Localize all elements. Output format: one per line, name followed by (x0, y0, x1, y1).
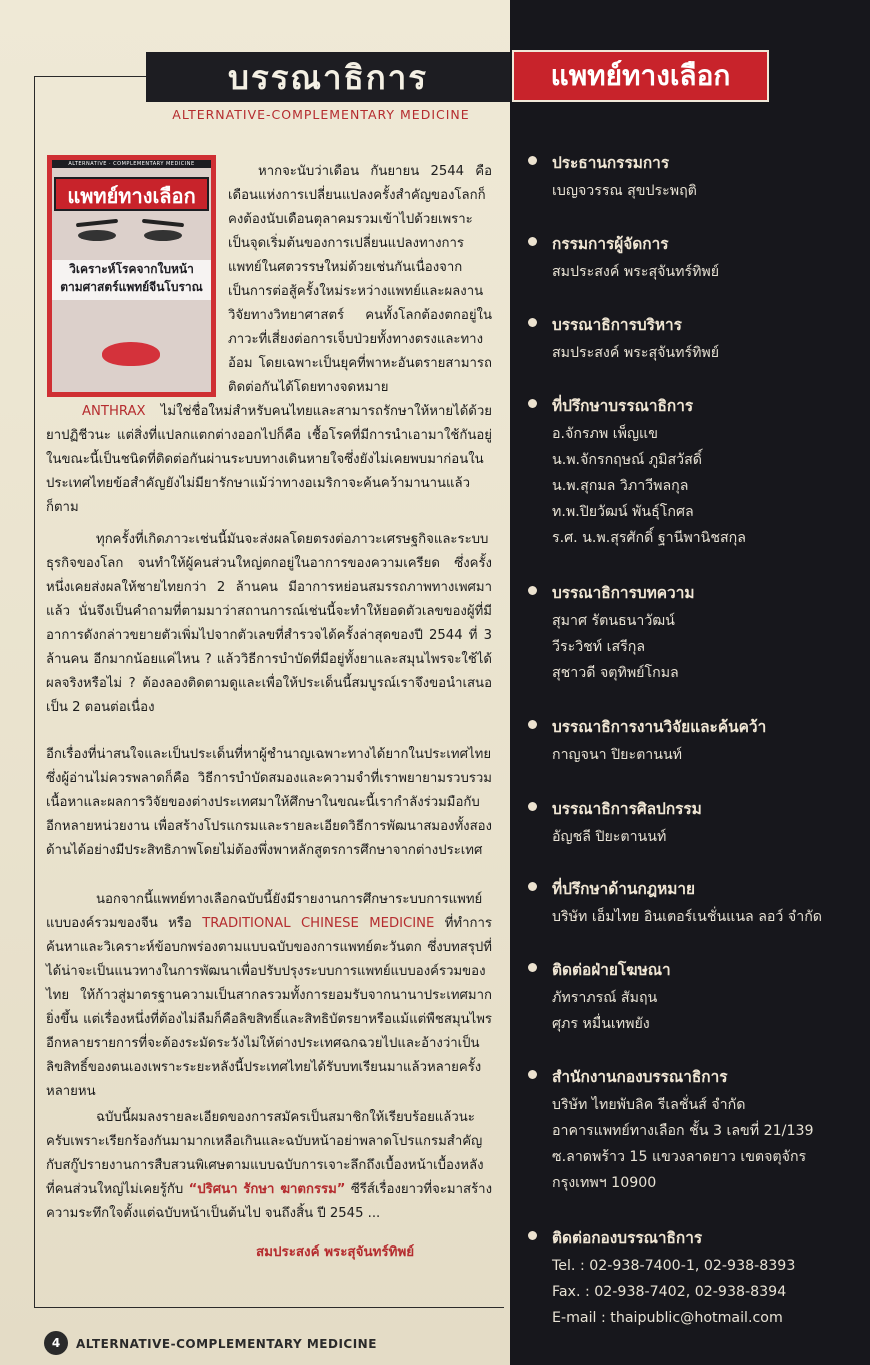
section-title: กรรมการผู้จัดการ (552, 235, 669, 253)
section-line: ศุภร หมื่นเทพยัง (552, 1016, 650, 1032)
section-lines (552, 985, 657, 1037)
editorial-subtitle: ALTERNATIVE-COMPLEMENTARY MEDICINE (172, 107, 470, 122)
section-lines (552, 340, 719, 366)
page-number: 4 (44, 1331, 68, 1355)
anthrax-term: ANTHRAX (82, 404, 146, 419)
cover-left-brow (76, 219, 118, 227)
bullet-icon (528, 156, 537, 165)
tcm-term: TRADITIONAL CHINESE MEDICINE (202, 916, 435, 931)
section-line: น.พ.สุกมล วิภาวีพลกุล (552, 478, 689, 494)
section-lines (552, 421, 746, 551)
bullet-icon (528, 1070, 537, 1079)
cover-title: แพทย์ทางเลือก (54, 177, 209, 211)
section-line: ร.ศ. น.พ.สุรศักดิ์ ฐานีพานิชสกุล (552, 530, 746, 546)
bullet-icon (528, 399, 537, 408)
section-line: น.พ.จักรกฤษณ์ ภูมิสวัสดิ์ (552, 452, 703, 468)
editorial-header: บรรณาธิการ (146, 52, 510, 102)
paragraph-4-text-b: ที่ทำการค้นหาและวิเคราะห์ข้อบกพร่องตามแบบฉบับของการแพทย์ตะวันตก ซึ่งบทสรุปที่ได้น่าจะเป็นแนวทางในการพัฒนาเพื่อปรับปรุงระบบการแพทย์แบบองค์รวมของไทย ให้ก้าวสู่มาตรฐานความเป็นสากลรวมทั้งการยอมรับจากนานาประเทศมากยิ่งขึ้น แต่เรื่องหนึ่งที่ต้องไม่ลืมก็คือลิขสิทธิ์และสิทธิบัตรยาหรือแม้แต่พืชสมุนไพรอีกหลายรายการที่จะต้องระมัดระวังไม่ให้ต่างประเทศฉกฉวยไปและอ้างว่าเป็นลิขสิทธิ์ของตนเองเพราะระยะหลังนี้ประเทศไทยได้รับบทเรียนมาแล้วหลายครั้งหลายหน (46, 916, 492, 1099)
cover-lips (102, 342, 160, 366)
bullet-icon (528, 586, 537, 595)
section-line: อาคารแพทย์ทางเลือก ชั้น 3 เลขที่ 21/139 (552, 1123, 814, 1139)
section-line: วีระวิชท์ เสรีกุล (552, 639, 646, 655)
section-title: ที่ปรึกษาบรรณาธิการ (552, 397, 694, 415)
section-line: บริษัท ไทยพับลิค รีเลชั่นส์ จำกัด (552, 1097, 746, 1113)
section-line: E-mail : thaipublic@hotmail.com (552, 1310, 783, 1326)
bullet-icon (528, 882, 537, 891)
cover-top-strip: ALTERNATIVE · COMPLEMENTARY MEDICINE (52, 160, 211, 168)
paragraph-4-text-a: นอกจากนี้แพทย์ทางเลือกฉบับนี้ยังมีรายงานการศึกษาระบบการแพทย์แบบองค์รวมของจีน หรือ (46, 892, 483, 931)
cover-artwork (52, 160, 211, 392)
section-lines (552, 1253, 795, 1331)
section-lines (552, 259, 719, 285)
section-line: ภัทราภรณ์ สัมฤน (552, 990, 658, 1006)
section-title: บรรณาธิการงานวิจัยและค้นคว้า (552, 718, 767, 736)
bullet-icon (528, 318, 537, 327)
paragraph-3: อีกเรื่องที่น่าสนใจและเป็นประเด็นที่หาผู้ชำนาญเฉพาะทางได้ยากในประเทศไทยซึ่งผู้อ่านไม่ควรพลาดก็คือ วิธีการบำบัดสมองและความจำที่เราพยายามรวบรวมเนื้อหาและผลการวิจัยของต่างประเทศมาให้ศึกษาในขณะนี้เรากำลังร่วมมือกับอีกหลายหน่วยงาน เพื่อสร้างโปรแกรมและรายละเอียดวิธีการพัฒนาสมองทั้งสองด้านได้อย่างมีประสิทธิภาพโดยไม่ต้องพึ่งพาหลักสูตรการศึกษาจากต่างประเทศ (46, 747, 492, 858)
section-title: ประธานกรรมการ (552, 154, 670, 172)
section-line: ซ.ลาดพร้าว 15 แขวงลาดยาว เขตจตุจักร (552, 1149, 807, 1165)
bullet-icon (528, 237, 537, 246)
paragraph-5-text-a: ฉบับนี้ผมลงรายละเอียดของการสมัครเป็นสมาชิกให้เรียบร้อยแล้วนะครับเพราะเรียกร้องกันมามากเหลือเกินและฉบับหน้าอย่าพลาดโปรแกรมสำคัญกับสกู๊ปรายงานการสืบสวนพิเศษตามแบบฉบับการเจาะลึกถึงเบื้องหน้าเบื้องหลังที่คนส่วนใหญ่ไม่เคยรู้กับ (46, 1110, 484, 1197)
section-line: สุมาศ รัตนธนาวัฒน์ (552, 613, 675, 629)
bullet-icon (528, 1231, 537, 1240)
paragraph-5-text-b: ซีรีส์เรื่องยาวที่จะมาสร้างความระทึกใจตั้งแต่ฉบับหน้าเป็นต้นไป จนถึงสิ้น ปี 2545 ... (46, 1182, 493, 1221)
paragraph-1: หากจะนับว่าเดือน กันยายน 2544 คือเดือนแห่งการเปลี่ยนแปลงครั้งสำคัญของโลกก็คงต้องนับเดือนตุลาคมรวมเข้าไปด้วยเพราะเป็นจุดเริ่มต้นของการเปลี่ยนแปลงทางการแพทย์ในศตวรรษใหม่ด้วยเช่นกันเนื่องจากเป็นการต่อสู้ครั้งใหม่ระหว่างแพทย์และผลงานวิจัยทางวิทยาศาสตร์ คนทั้งโลกต้องตกอยู่ในภาวะที่เสี่ยงต่อการเจ็บป่วยทั้งทางตรงและทางอ้อม โดยเฉพาะเป็นยุคที่พาหะอันตรายสามารถติดต่อกันได้โดยทางจดหมาย (228, 164, 492, 395)
paragraph-2: ทุกครั้งที่เกิดภาวะเช่นนี้มันจะส่งผลโดยตรงต่อภาวะเศรษฐกิจและระบบธุรกิจของโลก จนทำให้ผู้คนส่วนใหญ่ตกอยู่ในอาการของความเครียด ซึ่งครั้งหนึ่งเคยส่งผลให้ชายไทยกว่า 2 ล้านคน มีอาการหย่อนสมรรถภาพทางเพศมาแล้ว นั่นจึงเป็นคำถามที่ตามมาว่าสถานการณ์เช่นนี้จะทำให้ยอดตัวเลขของผู้ที่มีอาการดังกล่าวขยายตัวเพิ่มไปจากตัวเลขที่สำรวจได้ครั้งล่าสุดของปี 2544 ที่ 3 ล้านคน อีกมากน้อยแค่ไหน ? แล้ววิธีการบำบัดที่มีอยู่ทั้งยาและสมุนไพรจะใช้ได้ผลจริงหรือไม่ ? ต้องลองติดตามดูและเพื่อให้ประเด็นนี้สมบูรณ์เราจึงขอนำเสนอเป็น 2 ตอนต่อเนื่อง (46, 532, 492, 715)
series-title: “ปริศนา รักษา ฆาตกรรม” (188, 1182, 346, 1197)
bullet-icon (528, 720, 537, 729)
magazine-cover-image (47, 155, 216, 397)
masthead-panel (510, 0, 870, 1365)
section-title: ติดต่อกองบรรณาธิการ (552, 1229, 703, 1247)
section-line: อัญชลี ปิยะตานนท์ (552, 829, 667, 845)
section-lines (552, 608, 679, 686)
paragraph-1-continued-text: ไม่ใช่ชื่อใหม่สำหรับคนไทยและสามารถรักษาให้หายได้ด้วยยาปฏิชีวนะ แต่สิ่งที่แปลกแตกต่างออกไปก็คือ เชื้อโรคที่มีการนำเอามาใช้กันอยู่ในขณะนี้เป็นชนิดที่ติดต่อกันผ่านระบบทางเดินหายใจซึ่งยังไม่เคยพบมาก่อนในประเทศไทยข้อสำคัญยังไม่มียารักษาแม้ว่าทางอเมริกาจะค้นคว้ามานานแล้วก็ตาม (46, 404, 492, 515)
cover-headline: วิเคราะห์โรคจากใบหน้า (69, 262, 194, 276)
section-line: Fax. : 02-938-7402, 02-938-8394 (552, 1284, 787, 1300)
section-lines (552, 742, 682, 768)
section-line: กรุงเทพฯ 10900 (552, 1175, 657, 1191)
cover-right-brow (142, 219, 184, 227)
cover-right-eye (144, 230, 182, 241)
section-line: เบญจวรรณ สุขประพฤติ (552, 183, 697, 199)
section-line: อ.จักรภพ เพ็ญแข (552, 426, 658, 442)
editor-signature: สมประสงค์ พระสุจันทร์ทิพย์ (256, 1245, 415, 1260)
section-lines (552, 178, 697, 204)
cover-subline: ตามศาสตร์แพทย์จีนโบราณ (60, 280, 203, 294)
section-line: Tel. : 02-938-7400-1, 02-938-8393 (552, 1258, 796, 1274)
paragraph-5 (46, 1106, 492, 1226)
section-title: ที่ปรึกษาด้านกฎหมาย (552, 880, 696, 898)
section-title: ติดต่อฝ่ายโฆษณา (552, 961, 671, 979)
section-lines (552, 824, 666, 850)
cover-left-eye (78, 230, 116, 241)
section-title: บรรณาธิการบริหาร (552, 316, 682, 334)
masthead-header: แพทย์ทางเลือก (512, 50, 769, 102)
section-line: กาญจนา ปิยะตานนท์ (552, 747, 683, 763)
section-title: บรรณาธิการบทความ (552, 584, 695, 602)
bullet-icon (528, 963, 537, 972)
section-line: สมประสงค์ พระสุจันทร์ทิพย์ (552, 345, 720, 361)
cover-headline-band (52, 260, 211, 300)
section-lines (552, 1092, 814, 1196)
section-line: สุชาวดี จตุทิพย์โกมล (552, 665, 679, 681)
section-title: บรรณาธิการศิลปกรรม (552, 800, 702, 818)
bullet-icon (528, 802, 537, 811)
section-lines (552, 904, 822, 930)
section-line: ท.พ.ปิยวัฒน์ พันธุ์โกศล (552, 504, 694, 520)
page-footer: ALTERNATIVE-COMPLEMENTARY MEDICINE (76, 1337, 377, 1351)
paragraph-1-continued (46, 400, 492, 520)
paragraph-4 (46, 888, 492, 1104)
section-line: สมประสงค์ พระสุจันทร์ทิพย์ (552, 264, 720, 280)
section-line: บริษัท เอ็มไทย อินเตอร์เนชั่นแนล ลอว์ จำกัด (552, 909, 822, 925)
section-title: สำนักงานกองบรรณาธิการ (552, 1068, 728, 1086)
